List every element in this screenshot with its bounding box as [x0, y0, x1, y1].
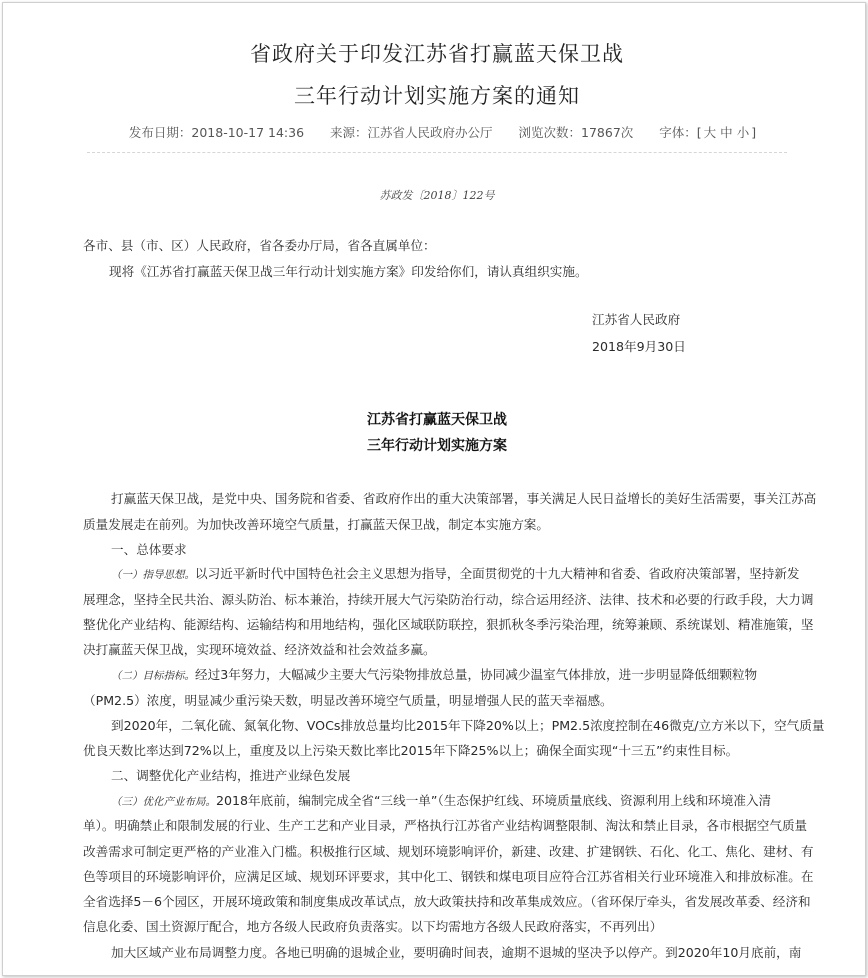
- document-frame: [2, 2, 866, 976]
- body-text: 2018年底前，编制完成全省“三线一单”（生态保护红线、环境质量底线、资源利用上线和环境准入清: [216, 793, 772, 808]
- body-line: 全省选择5－6个园区，开展环境政策和制度集成改革试点，放大政策扶持和改革集成效应。（省环保厅牵头，省发展改革委、经济和: [83, 894, 811, 909]
- body-line: 整优化产业结构、能源结构、运输结构和用地结构，强化区域联防联控，狠抓秋冬季污染治理，统筹兼顾、系统谋划、精准施策，坚: [83, 617, 814, 632]
- body-line: 信息化委、国土资源厅配合，地方各级人民政府负责落实。以下均需地方各级人民政府落实，不再列出）: [83, 919, 663, 934]
- body-line: 改善需求可制定更严格的产业准入门槛。积极推行区域、规划环境影响评价，新建、改建、扩建钢铁、石化、化工、焦化、建材、有: [83, 844, 814, 859]
- font-size-label: 字体：[: [659, 125, 702, 140]
- body-line: 打赢蓝天保卫战，是党中央、国务院和省委、省政府作出的重大决策部署，事关满足人民日益增长的美好生活需要，事关江苏高: [111, 491, 817, 506]
- body-line: 到2020年，二氧化硫、氮氧化物、VOCs排放总量均比2015年下降20%以上；PM2.5浓度控制在46微克/立方米以下，空气质量: [111, 718, 825, 733]
- body-line: [111, 664, 757, 683]
- body-line: 单）。明确禁止和限制发展的行业、生产工艺和产业目录，严格执行江苏省产业结构调整限制、淘汰和禁止目录，各市根据空气质量: [83, 818, 808, 833]
- section-heading: 二、调整优化产业结构，推进产业绿色发展: [111, 768, 351, 783]
- body-line: [111, 563, 800, 582]
- page-title-line2: 三年行动计划实施方案的通知: [294, 84, 580, 108]
- font-size-close: ]: [751, 125, 757, 140]
- subsection-lead: （三）优化产业布局。: [111, 796, 216, 808]
- body-line: （PM2.5）浓度，明显减少重污染天数，明显改善环境空气质量，明显增强人民的蓝天幸福感。: [83, 693, 613, 708]
- notice-text: 现将《江苏省打赢蓝天保卫战三年行动计划实施方案》印发给你们，请认真组织实施。: [109, 264, 588, 279]
- font-large-button[interactable]: 大: [703, 125, 717, 140]
- body-line: 色等项目的环境影响评价，应满足区域、规划环评要求，其中化工、钢铁和煤电项目应符合江苏省相关行业环境准入和排放标准。在: [83, 869, 814, 884]
- font-size-control: [659, 125, 756, 140]
- view-count: 浏览次数：17867次: [518, 125, 634, 140]
- subsection-lead: （一）指导思想。: [111, 569, 195, 581]
- body-text: 经过3年努力，大幅减少主要大气污染物排放总量，协同减少温室气体排放，进一步明显降低细颗粒物: [195, 667, 758, 682]
- meta-bar: [3, 123, 866, 141]
- recipients: 各市、县（市、区）人民政府，省各委办厅局，省各直属单位：: [83, 238, 436, 253]
- body-line: 加大区域产业布局调整力度。各地已明确的退城企业，要明确时间表，逾期不退城的坚决予以停产。到2020年10月底前，南: [111, 945, 802, 960]
- publish-date: 发布日期：2018-10-17 14:36: [128, 125, 305, 140]
- document-number: 苏政发〔2018〕122号: [379, 189, 495, 202]
- signature-org: 江苏省人民政府: [592, 312, 681, 327]
- section-heading: 一、总体要求: [111, 542, 187, 557]
- signature-date: 2018年9月30日: [592, 339, 686, 354]
- plan-title-line1: 江苏省打赢蓝天保卫战: [367, 412, 507, 428]
- source: 来源：江苏省人民政府办公厅: [330, 125, 493, 140]
- divider: [87, 152, 787, 153]
- body-line: 质量发展走在前列。为加快改善环境空气质量，打赢蓝天保卫战，制定本实施方案。: [83, 517, 549, 532]
- body-line: 优良天数比率达到72%以上，重度及以上污染天数比率比2015年下降25%以上；确保全面实现“十三五”约束性目标。: [83, 743, 739, 758]
- body-line: [111, 790, 771, 809]
- page-title-line1: 省政府关于印发江苏省打赢蓝天保卫战: [250, 42, 624, 66]
- font-medium-button[interactable]: 中: [720, 125, 733, 140]
- plan-title-line2: 三年行动计划实施方案: [367, 438, 507, 454]
- subsection-lead: （二）目标指标。: [111, 670, 195, 682]
- font-small-button[interactable]: 小: [736, 125, 750, 140]
- body-text: 以习近平新时代中国特色社会主义思想为指导，全面贯彻党的十九大精神和省委、省政府决策部署，坚持新发: [195, 566, 800, 581]
- body-line: 展理念，坚持全民共治、源头防治、标本兼治，持续开展大气污染防治行动，综合运用经济、法律、技术和必要的行政手段，大力调: [83, 592, 814, 607]
- body-line: 决打赢蓝天保卫战，实现环境效益、经济效益和社会效益多赢。: [83, 642, 436, 657]
